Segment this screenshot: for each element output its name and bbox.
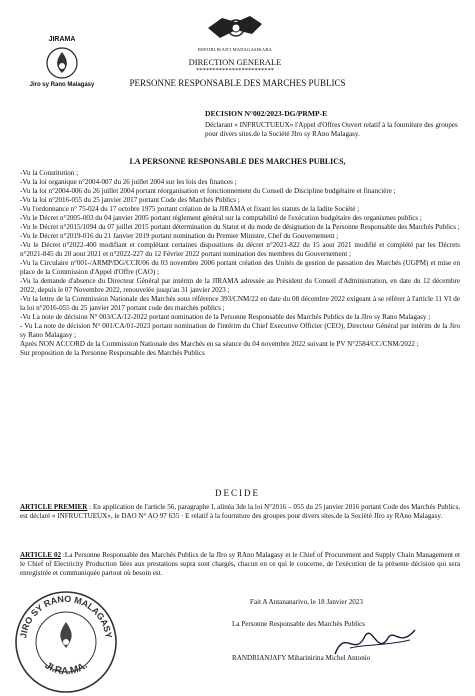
- consideration-item: Sur proposition de la Personne Responsable des Marchés Publics: [20, 349, 205, 357]
- consideration-item: -Vu la demande d'absence du Directeur Général par intérim de la JIRAMA adressée au Président du Conseil d'Administration, en date du 12 décembre 2022, depuis le 07 Novembre 2022, renouvelée jusqu'au 31 janvier 2023 ;: [20, 277, 460, 294]
- consideration-item: -Vu la lettre de la Commission Nationale des Marchés sous référence 393/CNM/22 en date du 08 décembre 2022 exigeant à se référer à l'article 11 VI de la loi n°2016-055 du 25 janvier 2017 portant code des marchés publics ;: [20, 295, 460, 312]
- republic-name: REPOBLIKAN'I MADAGASIKARA: [198, 47, 272, 52]
- decision-number: DECISION N°002/2023-DG/PRMP-E: [205, 109, 328, 118]
- decision-text: Déclarant « INFRUCTUEUX» l'Appel d'Offres Ouvert relatif à la fourniture des groupes pour divers sites.de la Société JIro sy RAno Malagasy.: [205, 121, 458, 138]
- consideration-item: -Vu la loi n°2016-055 du 25 janvier 2017 portant Code des Marchés Publics ;: [20, 196, 240, 204]
- direction-title: DIRECTION GENERALE: [188, 57, 282, 67]
- consideration-item: - Vu La note de décision N° 001/CA/01-2023 portant nomination de l'intérim du Chief Executive Officier (CEO), Directeur Général par intérim de la Jiro sy Rano Malagasy ;: [20, 322, 460, 339]
- consideration-item: -Vu le Décret n°2022-400 modifiant et complétant certaines dispositions du décret n°2021-822 du 15 aout 2021 modifié et complété par les Décrets n°2021-845 du 20 aout 2021 et n°2022-227 du 12 Février 2022 portant nomination des membres du Gouvernement ;: [20, 241, 460, 258]
- consideration-item: Après NON ACCORD de la Commission Nationale des Marchés en sa séance du 04 novembre 2022 suivant le PV N°2584/CC/CNM/2022 ;: [20, 340, 419, 348]
- article-2-label: ARTICLE 02: [20, 551, 62, 559]
- decision-block: [205, 109, 465, 139]
- article-1-text: : En application de l'article 56, paragraphe I, alinéa 3de la loi N°2016 – 055 du 25 janvier 2016 portant Code des Marchés Publics, est déclaré « INFRUCTUEUX», le DAO N° AO 97 635 · E relatif à la fourniture des groupes pour divers sites.de la Société JIro sy RAno Malagasy.: [20, 503, 460, 520]
- consideration-item: -Vu la Constitution ;: [20, 169, 79, 177]
- logo-subtitle: Jiro sy Rano Malagasy: [29, 82, 95, 88]
- republic-emblem-icon: [200, 8, 270, 48]
- jirama-emblem-icon: [42, 46, 82, 80]
- place-date: Fait A Antananarivo, le 18 Janvier 2023: [250, 598, 363, 606]
- logo-title: JIRAMA: [48, 36, 76, 43]
- consideration-item: -Vu la loi n°2004-006 du 26 juillet 2004 portant réorganisation et fonctionnement du Conseil de Discipline budgétaire et financière ;: [20, 187, 396, 195]
- consideration-item: -Vu l'ordonnance n° 75-024 du 17 octobre 1975 portant création de la JIRAMA et fixant les statuts de la ladite Société ;: [20, 205, 360, 213]
- section-title: LA PERSONNE RESPONSABLE DES MARCHES PUBLICS,: [129, 157, 346, 166]
- article-1: [20, 503, 460, 521]
- article-1-label: ARTICLE PREMIER: [20, 503, 88, 511]
- consideration-item: -Vu le Décret n°2015/1094 du 07 juillet 2015 portant détermination du Statut et du mode de désignation de la Personne Responsable des Marchés Publics ;: [20, 223, 460, 231]
- office-title: PERSONNE RESPONSABLE DES MARCHES PUBLICS: [129, 78, 346, 88]
- consideration-item: -Vu la Circulaire n°001-/ARMP/DG/CCR/06 du 03 novembre 2006 portant création des Unités de gestion de passation des Marchés (UGPM) et mise en place de la Commission d'Appel d'Offre (CAO) ;: [20, 259, 460, 276]
- decide-heading: DECIDE: [215, 488, 260, 498]
- article-2-text: :La Personne Responsable des Marchés Publics de la JIro sy RAno Malagasy et le Chief of Procurement and Supply Chain Management et le Chief of Electricity Production liées aux prestations supra sont chargés, chacun en ce qui le concerne, de l'exécution de la présente décision qui sera enregistrée et communiquée partout où besoin est.: [20, 551, 460, 577]
- svg-text:JI.RA.MA.: JI.RA.MA.: [42, 660, 90, 678]
- consideration-item: -Vu La note de décision N° 003/CA/12-2022 portant nomination de la Personne Responsable des Marchés Publics de la JIro sy Rano Malagasy ;: [20, 313, 431, 321]
- consideration-item: -Vu le Décret n°2005-003 du 04 janvier 2005 portant règlement général sur la comptabilité de l'exécution budgétaire des organismes publics ;: [20, 214, 422, 222]
- stars-divider: ************************: [196, 67, 274, 74]
- consideration-item: -Vu le Décret n°2019-016 du 21 Janvier 2019 portant nomination du Premier Ministre, Chef du Gouvernement ;: [20, 232, 339, 240]
- signer-role: La Personne Responsable des Marchés Publics: [232, 620, 365, 628]
- article-2: [20, 551, 460, 578]
- svg-text:JIRO SY RANO MALAGASY: JIRO SY RANO MALAGASY: [18, 593, 114, 639]
- consideration-item: -Vu la loi organique n°2004-007 du 26 juillet 2004 sur les lois des finances ;: [20, 178, 237, 186]
- signer-name: RANDRIANJAFY Miharinirina Michel Antonio: [232, 654, 371, 662]
- considerations-list: [20, 169, 460, 358]
- official-stamp: [12, 588, 120, 696]
